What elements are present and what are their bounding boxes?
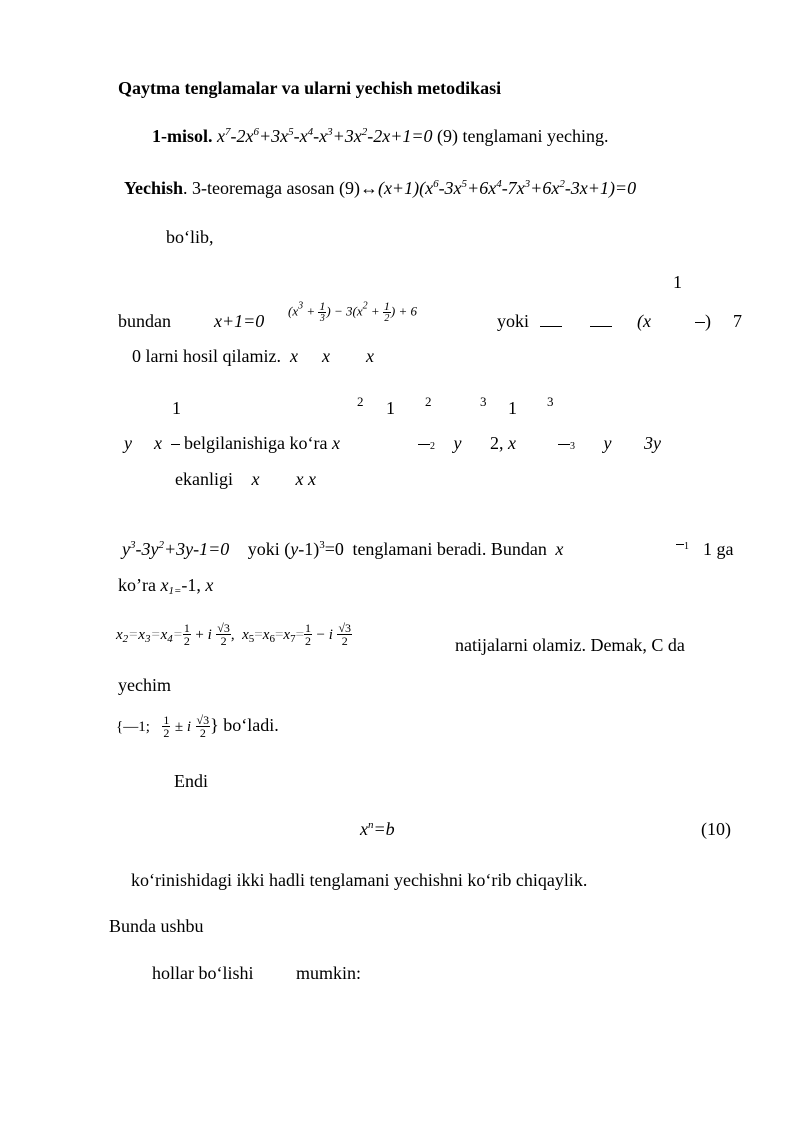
paragraph-3a: hollar bo‘lishi — [152, 963, 254, 983]
two-b: 2 — [425, 394, 432, 409]
example-line — [152, 125, 608, 147]
cubic-line: $y^3-3y^2+3y-1=0$ yoki $(y-1)^3=0$ tenglamani beradi. Bundan x — [122, 539, 564, 559]
example-number: (9) — [437, 126, 459, 146]
yoki-word: yoki — [497, 311, 530, 331]
three-y: 3y — [644, 433, 661, 453]
solution-label: Yechish — [124, 178, 184, 198]
x2-part: 2 y 2, x — [418, 432, 516, 458]
formula-number: (10) — [701, 819, 731, 839]
one-top: 1 — [673, 272, 682, 292]
three-b: 3 — [547, 394, 554, 409]
seven: 7 — [733, 311, 742, 331]
cubic-eq: $y^3-3y^2+3y-1=0$ — [122, 539, 230, 559]
fraction-bar-2 — [590, 314, 612, 336]
roots-formula: $x_2=x_3=x_4=$ $\frac{1}{2}$ + i $\frac{√3}{2}$ , $x_5=x_6=x_7=$ $\frac{1}{2}$ − i $\frac{√3}{2}$ — [116, 621, 352, 649]
example-equation: $x^7-2x^6+3x^5-x^4-x^3+3x^2-2x+1=0$ — [217, 126, 433, 146]
solution-text: . 3-teoremaga asosan (9)↔ — [183, 178, 378, 198]
one-a: 1 — [172, 398, 181, 418]
endi: Endi — [174, 771, 208, 791]
cubic-tail: tenglamani beradi. Bundan — [352, 539, 547, 559]
paragraph-1: ko‘rinishidagi ikki hadli tenglamani yechishni ko‘rib chiqaylik. — [131, 870, 588, 890]
paragraph-3b: mumkin: — [296, 963, 362, 983]
cubic-yoki: yoki — [247, 539, 280, 559]
one-b: 1 — [386, 398, 395, 418]
x3-part: 3 y 3y — [558, 432, 661, 458]
x-paren: (x — [637, 311, 651, 331]
fraction-bar-1 — [540, 314, 562, 336]
cubic-ga: 1 ga — [703, 539, 734, 559]
one-c: 1 — [508, 398, 517, 418]
two-comma: 2, — [490, 433, 504, 453]
cubic-eq2: $(y-1)^3=0$ — [284, 539, 344, 559]
bundan-eq: x+1=0 — [214, 311, 265, 331]
yechim: yechim — [118, 675, 171, 695]
y-line-text: belgilanishiga ko‘ra — [184, 433, 328, 453]
natijalar: natijalarni olamiz. Demak, C da — [455, 635, 685, 655]
formula-10: $x^n=b$ — [360, 819, 395, 839]
example-tail: tenglamani yeching. — [462, 126, 609, 146]
document-title: Qaytma tenglamalar va ularni yechish metodikasi — [118, 78, 502, 98]
ekanligi: ekanligi — [175, 469, 233, 489]
cubic-frac: 1 — [676, 532, 689, 558]
solution-set: {—1; $\frac{1}{2}$ ± i $\frac{√3}{2}$ } bo‘ladi. — [116, 713, 279, 741]
bundan-word: bundan — [118, 311, 171, 331]
kora-line: ko’ra $x_{1=}-1$, x — [118, 575, 214, 597]
two-a: 2 — [357, 394, 364, 409]
paren-close: ) — [695, 310, 711, 332]
example-label: 1-misol. — [152, 126, 213, 146]
y-line: y x belgilanishiga ko‘ra x — [124, 433, 340, 453]
solution-line — [124, 177, 636, 199]
zero-line: 0 larni hosil qilamiz. x x x — [132, 346, 374, 366]
garbled-formula: ($x^3$ + $\frac{1}{3}$ ) − $3(x^2$ + $\frac{1}{2}$ ) + 6 — [288, 299, 417, 324]
boladi: } bo‘ladi. — [210, 715, 279, 735]
three-a: 3 — [480, 394, 487, 409]
ekanligi-line: ekanligi x x x — [175, 469, 316, 489]
solution-cont: bo‘lib, — [166, 227, 214, 247]
solution-factored: $(x+1)(x^6-3x^5+6x^4-7x^3+6x^2-3x+1)=0$ — [377, 178, 637, 198]
paragraph-2: Bunda ushbu — [109, 916, 204, 936]
zero-text: 0 larni hosil qilamiz. — [132, 346, 281, 366]
